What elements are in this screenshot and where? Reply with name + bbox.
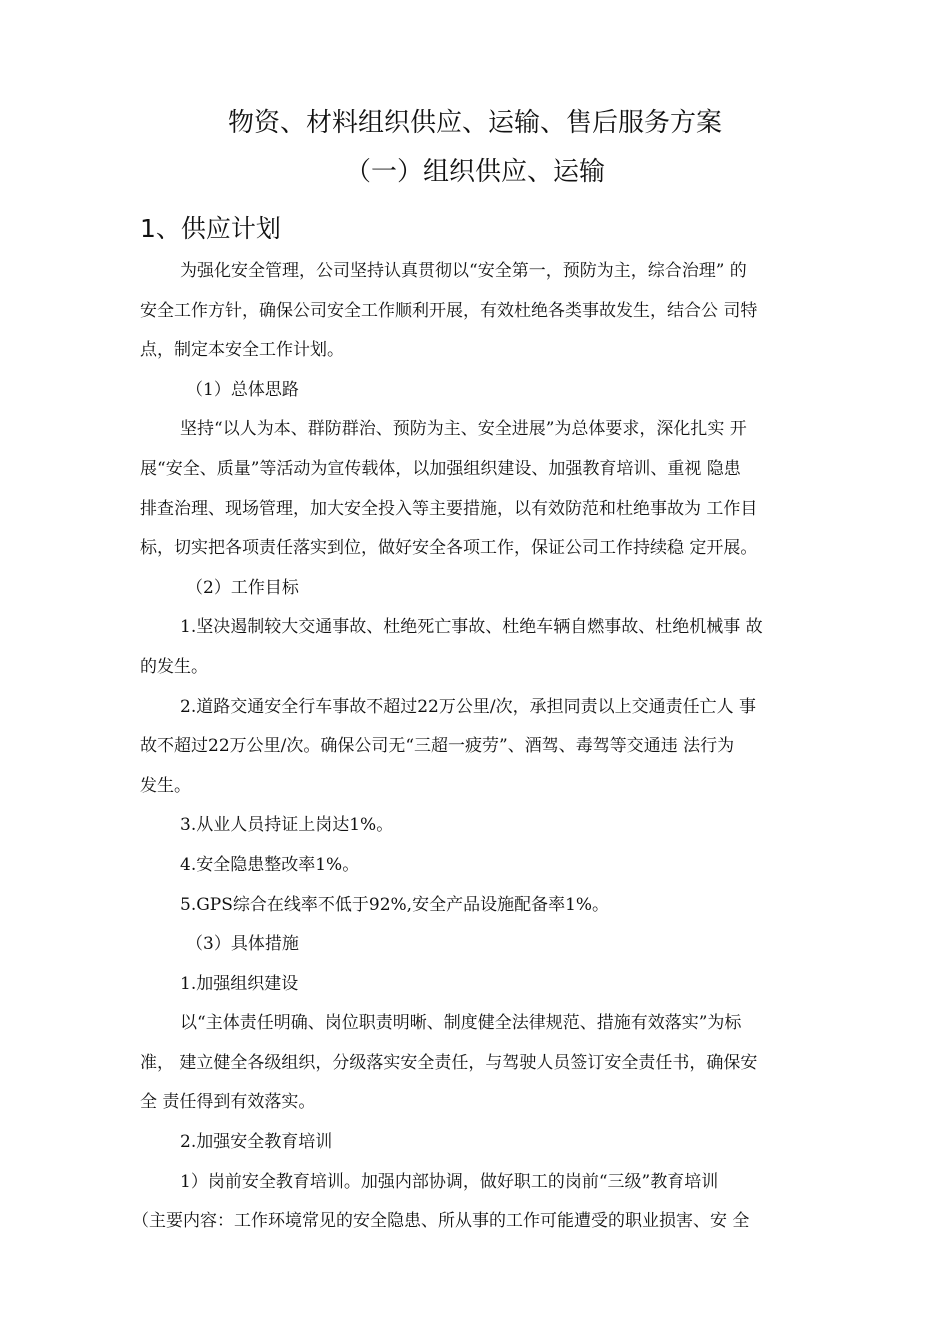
paragraph-organization: 以“主体责任明确、岗位职责明晰、制度健全法律规范、措施有效落实”为标 准， 建立健全各级组织，分级落实安全责任，与驾驶人员签订安全责任书，确保安 全 责任得到有效落实。 (140, 1013, 758, 1113)
subheading-overall-approach: （1）总体思路 (186, 379, 299, 400)
subheading-work-goals: （2）工作目标 (186, 577, 299, 598)
paragraph-pre-job-training: 1）岗前安全教育培训。加强内部协调，做好职工的岗前“三级”教育培训 (180, 1171, 719, 1192)
measure-heading-training: 2.加强安全教育培训 (180, 1132, 333, 1153)
paragraph-intro: 为强化安全管理，公司坚持认真贯彻以“安全第一，预防为主，综合治理” 的 安全工作方针，确保公司安全工作顺利开展，有效杜绝各类事故发生，结合公 司特 点，制定本安全工作计划。 (140, 261, 758, 361)
document-title: 物资、材料组织供应、运输、售后服务方案 (227, 108, 722, 138)
paragraph-overall-approach: 坚持“以人为本、群防群治、预防为主、安全进展”为总体要求，深化扎实 开 展“安全、质量”等活动为宣传载体，以加强组织建设、加强教育培训、重视 隐患 排查治理、现场管理，加大安全投入等主要措施，以有效防范和杜绝事故为 工作目 标，切实把各项责任落实到位，做好安全各项工作，保证公司工作持续稳 定开展。 (140, 419, 758, 559)
measure-heading-organization: 1.加强组织建设 (180, 973, 299, 994)
paragraph-training-contents: （主要内容：工作环境常见的安全隐患、所从事的工作可能遭受的职业损害、安 全 (132, 1211, 750, 1232)
document-body (132, 252, 816, 1242)
subheading-specific-measures: （3）具体措施 (186, 934, 299, 955)
goal-item-5: 5.GPS综合在线率不低于92%,安全产品设施配备率1%。 (180, 894, 610, 915)
goal-item-2: 2.道路交通安全行车事故不超过22万公里/次，承担同责以上交通责任亡人 事 故不超过22万公里/次。确保公司无“三超一疲劳”、酒驾、毒驾等交通违 法行为 发生。 (140, 696, 756, 796)
goal-item-3: 3.从业人员持证上岗达1%。 (180, 815, 394, 836)
document-subtitle: （一）组织供应、运输 (344, 157, 605, 187)
goal-item-4: 4.安全隐患整改率1%。 (180, 854, 360, 875)
goal-item-1: 1.坚决遏制较大交通事故、杜绝死亡事故、杜绝车辆自燃事故、杜绝机械事 故 的发生。 (140, 617, 763, 677)
section-heading: 1、供应计划 (140, 214, 281, 243)
